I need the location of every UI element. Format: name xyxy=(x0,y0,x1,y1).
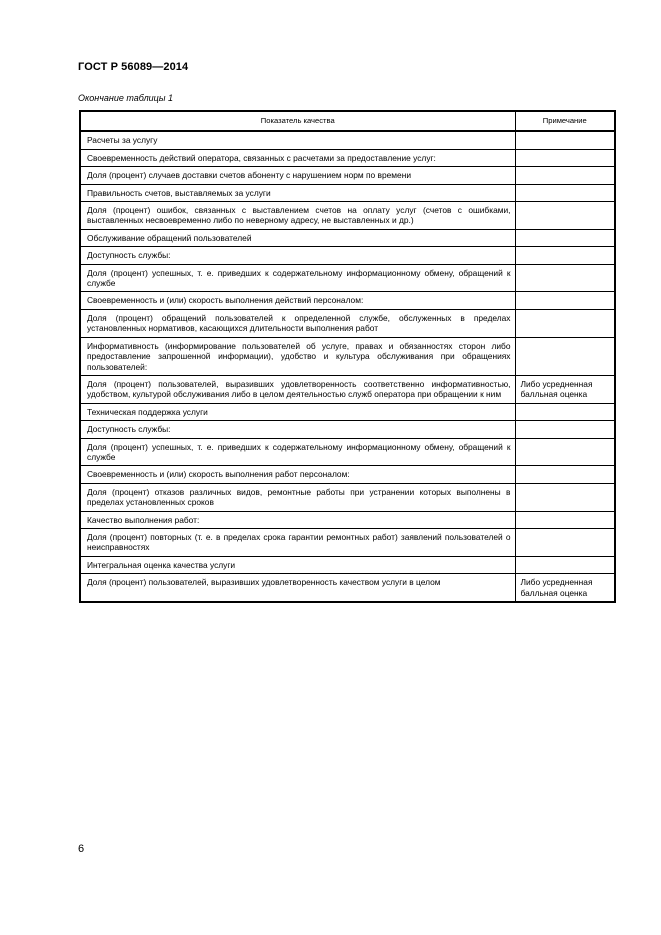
indicator-cell: Доля (процент) случаев доставки счетов абоненту с нарушением норм по времени xyxy=(80,167,515,184)
column-header-note: Примечание xyxy=(515,111,615,131)
indicator-cell: Обслуживание обращений пользователей xyxy=(80,229,515,246)
table-row xyxy=(80,247,615,264)
table-row xyxy=(80,421,615,438)
indicator-cell: Доля (процент) ошибок, связанных с выставлением счетов на оплату услуг (счетов с ошибками, выставленных несвоевременно либо по неверному адресу, не выставленных и др.) xyxy=(80,202,515,230)
table-row xyxy=(80,574,615,602)
indicator-cell: Качество выполнения работ: xyxy=(80,511,515,528)
table-row xyxy=(80,309,615,337)
note-cell xyxy=(515,528,615,556)
table-row xyxy=(80,556,615,573)
note-cell xyxy=(515,466,615,483)
note-cell xyxy=(515,229,615,246)
indicator-cell: Доля (процент) пользователей, выразивших удовлетворенность качеством услуги в целом xyxy=(80,574,515,602)
table-row xyxy=(80,167,615,184)
note-cell xyxy=(515,202,615,230)
indicator-cell: Интегральная оценка качества услуги xyxy=(80,556,515,573)
note-cell xyxy=(515,167,615,184)
indicator-cell: Техническая поддержка услуги xyxy=(80,403,515,420)
table-caption: Окончание таблицы 1 xyxy=(78,93,173,103)
note-cell xyxy=(515,438,615,466)
indicator-cell: Своевременность действий оператора, связанных с расчетами за предоставление услуг: xyxy=(80,149,515,166)
table-row xyxy=(80,375,615,403)
table-row xyxy=(80,264,615,292)
indicator-cell: Доля (процент) пользователей, выразивших удовлетворенность соответственно информативностью, удобством, культурой обслуживания либо в целом деятельностью служб оператора при обращении к ним xyxy=(80,375,515,403)
table-row xyxy=(80,528,615,556)
quality-indicators-table xyxy=(79,110,616,603)
note-cell xyxy=(515,483,615,511)
indicator-cell: Расчеты за услугу xyxy=(80,131,515,149)
indicator-cell: Правильность счетов, выставляемых за услуги xyxy=(80,184,515,201)
indicator-cell: Доля (процент) обращений пользователей к определенной службе, обслуженных в пределах установленных нормативов, касающихся длительности выполнения работ xyxy=(80,309,515,337)
note-cell xyxy=(515,337,615,375)
note-cell xyxy=(515,421,615,438)
table-row xyxy=(80,202,615,230)
table-row xyxy=(80,438,615,466)
table-row xyxy=(80,131,615,149)
note-cell xyxy=(515,184,615,201)
table-row xyxy=(80,337,615,375)
table-row xyxy=(80,466,615,483)
table-row xyxy=(80,229,615,246)
indicator-cell: Доля (процент) успешных, т. е. приведших к содержательному информационному обмену, обращений к службе xyxy=(80,264,515,292)
note-cell xyxy=(515,149,615,166)
indicator-cell: Своевременность и (или) скорость выполнения работ персоналом: xyxy=(80,466,515,483)
note-cell xyxy=(515,556,615,573)
document-code: ГОСТ Р 56089—2014 xyxy=(78,61,189,73)
note-cell xyxy=(515,131,615,149)
column-header-indicator: Показатель качества xyxy=(80,111,515,131)
table-row xyxy=(80,184,615,201)
note-cell xyxy=(515,247,615,264)
indicator-cell: Доля (процент) повторных (т. е. в пределах срока гарантии ремонтных работ) заявлений пользователей о неисправностях xyxy=(80,528,515,556)
table-row xyxy=(80,511,615,528)
indicator-cell: Доля (процент) успешных, т. е. приведших к содержательному информационному обмену, обращений к службе xyxy=(80,438,515,466)
note-cell xyxy=(515,292,615,309)
indicator-cell: Доступность службы: xyxy=(80,421,515,438)
note-cell: Либо усредненная балльная оценка xyxy=(515,574,615,602)
indicator-cell: Доля (процент) отказов различных видов, ремонтные работы при устранении которых выполнены в пределах установленных сроков xyxy=(80,483,515,511)
table-row xyxy=(80,292,615,309)
note-cell xyxy=(515,309,615,337)
table-row xyxy=(80,403,615,420)
indicator-cell: Информативность (информирование пользователей об услуге, правах и обязанностях сторон либо предоставление запрошенной информации), удобство и культура обслуживания при обращениях пользователей: xyxy=(80,337,515,375)
note-cell: Либо усредненная балльная оценка xyxy=(515,375,615,403)
table-row xyxy=(80,149,615,166)
note-cell xyxy=(515,403,615,420)
indicator-cell: Доступность службы: xyxy=(80,247,515,264)
note-cell xyxy=(515,511,615,528)
table-header-row xyxy=(80,111,615,131)
indicator-cell: Своевременность и (или) скорость выполнения действий персоналом: xyxy=(80,292,515,309)
table-row xyxy=(80,483,615,511)
note-cell xyxy=(515,264,615,292)
page-number: 6 xyxy=(78,843,85,855)
